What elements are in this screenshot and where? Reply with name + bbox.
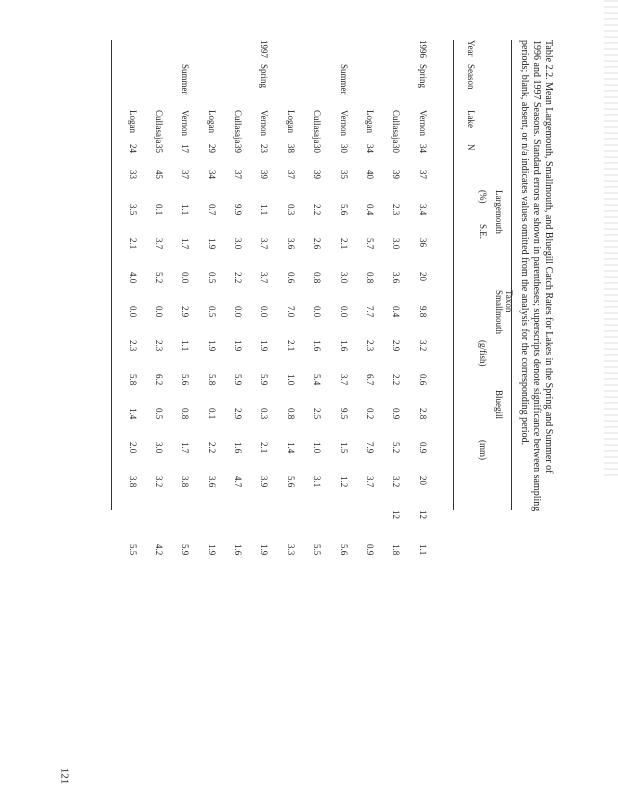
cell-value: 3.7 <box>365 476 376 488</box>
cell-n: 30 <box>338 144 349 153</box>
cell-value: 3.0 <box>391 238 402 250</box>
cell-value: 3.4 <box>417 204 428 216</box>
cell-season: Summer <box>180 64 191 95</box>
cell-value: 5.8 <box>206 374 217 386</box>
table-row <box>410 40 436 578</box>
cell-value: 0.0 <box>180 272 191 284</box>
cell-lake: Vernon <box>338 110 349 136</box>
cell-value <box>119 510 145 544</box>
cell-n: 34 <box>365 144 376 153</box>
cell-year <box>119 40 145 64</box>
cell-value: 0.9 <box>417 442 428 454</box>
cell-value: 3.2 <box>153 476 164 488</box>
header-year: Year <box>466 40 476 57</box>
cell-value: 40 <box>365 170 376 179</box>
cell-value: 0.0 <box>312 306 323 318</box>
cell-year <box>383 40 409 64</box>
cell-value: 12 <box>417 510 428 519</box>
cell-value: 2.3 <box>391 204 402 216</box>
cell-value: 0.3 <box>259 408 270 420</box>
cell-lake: Logan <box>206 110 217 133</box>
cell-year <box>357 40 383 64</box>
top-rule <box>511 40 512 510</box>
cell-season: Spring <box>417 64 428 89</box>
cell-value: 3.6 <box>206 476 217 488</box>
cell-value: 5.6 <box>285 476 296 488</box>
header-mm: (mm) <box>478 440 488 460</box>
cell-value: 39 <box>312 170 323 179</box>
cell-value: 0.9 <box>365 544 376 556</box>
cell-value: 3.5 <box>127 204 138 216</box>
header-n: N <box>466 144 476 151</box>
cell-value: 3.3 <box>285 544 296 556</box>
cell-value: 1.1 <box>259 204 270 216</box>
cell-value: 33 <box>127 170 138 179</box>
cell-value: 5.7 <box>365 238 376 250</box>
cell-value: 2.8 <box>417 408 428 420</box>
cell-n: 30 <box>312 144 323 153</box>
cell-lake: Logan <box>285 110 296 133</box>
cell-value: 5.9 <box>233 374 244 386</box>
cell-value: 1.1 <box>180 340 191 352</box>
cell-value: 2.2 <box>391 374 402 386</box>
cell-value: 2.1 <box>127 238 138 250</box>
cell-value: 0.3 <box>285 204 296 216</box>
cell-year: 1996 <box>417 40 428 58</box>
cell-value: 37 <box>233 170 244 179</box>
cell-lake: Cullasaja <box>233 110 244 144</box>
cell-value: 1.1 <box>180 204 191 216</box>
cell-value: 6.7 <box>365 374 376 386</box>
cell-season <box>357 64 383 110</box>
cell-value: 2.1 <box>259 442 270 454</box>
cell-value: 3.7 <box>153 238 164 250</box>
cell-value: 0.5 <box>153 408 164 420</box>
cell-value: 7.0 <box>285 306 296 318</box>
cell-value: 0.1 <box>153 204 164 216</box>
cell-value: 39 <box>391 170 402 179</box>
header-rule <box>453 40 454 510</box>
cell-value: 3.8 <box>180 476 191 488</box>
cell-value: 1.6 <box>233 442 244 454</box>
rotated-table-region <box>34 40 554 800</box>
cell-year <box>330 40 356 64</box>
cell-value: 1.1 <box>417 544 428 556</box>
cell-value: 5.2 <box>391 442 402 454</box>
cell-value: 5.6 <box>338 544 349 556</box>
cell-value: 3.7 <box>259 272 270 284</box>
header-pct: (%) <box>478 190 488 204</box>
cell-value: 0.4 <box>365 204 376 216</box>
cell-value: 1.8 <box>391 544 402 556</box>
cell-value: 5.6 <box>338 204 349 216</box>
cell-year: 1997 <box>259 40 270 58</box>
cell-season <box>383 64 409 110</box>
cell-value: 4.2 <box>153 544 164 556</box>
cell-year <box>278 40 304 64</box>
cell-value: 1.4 <box>127 408 138 420</box>
cell-lake: Logan <box>365 110 376 133</box>
cell-value <box>304 510 330 544</box>
header-bluegill: Bluegill <box>494 390 504 419</box>
cell-value: 0.9 <box>391 408 402 420</box>
cell-value: 0.8 <box>180 408 191 420</box>
cell-value: 0.4 <box>391 306 402 318</box>
cell-value: 2.1 <box>285 340 296 352</box>
cell-value: 0.5 <box>206 306 217 318</box>
cell-year <box>198 40 224 64</box>
cell-value <box>251 510 277 544</box>
table-caption <box>518 40 554 510</box>
cell-value: 3.7 <box>259 238 270 250</box>
cell-value: 4.0 <box>127 272 138 284</box>
caption-line: periods; blank, absent, or n/a indicates values omitted from the analysis for the corresponding period. <box>519 40 530 446</box>
cell-value <box>278 510 304 544</box>
cell-n: 34 <box>417 144 428 153</box>
cell-value: 20 <box>417 476 428 485</box>
cell-value: 3.9 <box>259 476 270 488</box>
cell-value: 5.2 <box>153 272 164 284</box>
page-number: 121 <box>58 767 71 785</box>
cell-value: 1.9 <box>206 544 217 556</box>
cell-value: 0.6 <box>285 272 296 284</box>
cell-value: 1.9 <box>259 544 270 556</box>
cell-season: Summer <box>338 64 349 95</box>
cell-value: 37 <box>180 170 191 179</box>
header-lake: Lake <box>466 110 476 128</box>
cell-value: 1.0 <box>285 374 296 386</box>
cell-value: 36 <box>417 238 428 247</box>
cell-value: 1.7 <box>180 442 191 454</box>
cell-value: 9.8 <box>417 306 428 318</box>
cell-value: 0.0 <box>338 306 349 318</box>
cell-value: 6.2 <box>153 374 164 386</box>
cell-value: 0.0 <box>127 306 138 318</box>
cell-value <box>330 510 356 544</box>
cell-n: 39 <box>233 144 244 153</box>
cell-value: 2.6 <box>312 238 323 250</box>
cell-value: 9.9 <box>233 204 244 216</box>
table-row <box>330 40 356 578</box>
cell-n: 23 <box>259 144 270 153</box>
table-row <box>304 40 330 578</box>
header-group: Taxon <box>504 290 514 313</box>
cell-value <box>198 510 224 544</box>
cell-lake: Vernon <box>417 110 428 136</box>
cell-value <box>146 510 172 544</box>
cell-value: 0.7 <box>206 204 217 216</box>
cell-value: 1.0 <box>312 442 323 454</box>
cell-value: 37 <box>417 170 428 179</box>
header-season: Season <box>466 64 476 90</box>
cell-value: 0.8 <box>285 408 296 420</box>
cell-lake: Vernon <box>259 110 270 136</box>
cell-value: 2.3 <box>153 340 164 352</box>
cell-value: 5.9 <box>259 374 270 386</box>
cell-value: 1.9 <box>259 340 270 352</box>
cell-season <box>119 64 145 110</box>
scan-edge-artifact <box>604 0 618 480</box>
cell-value: 2.1 <box>338 238 349 250</box>
cell-value: 2.3 <box>365 340 376 352</box>
cell-value <box>172 510 198 544</box>
table-row <box>198 40 224 578</box>
cell-value: 7.9 <box>365 442 376 454</box>
cell-value: 1.4 <box>285 442 296 454</box>
cell-value: 1.9 <box>206 238 217 250</box>
cell-value: 5.4 <box>312 374 323 386</box>
cell-value: 1.6 <box>233 544 244 556</box>
cell-value: 0.8 <box>365 272 376 284</box>
header-smallmouth: Smallmouth <box>494 290 504 335</box>
table-row <box>251 40 277 578</box>
cell-value: 12 <box>391 510 402 519</box>
cell-value: 0.0 <box>233 306 244 318</box>
cell-value: 1.7 <box>180 238 191 250</box>
cell-value: 2.0 <box>127 442 138 454</box>
table-row <box>278 40 304 578</box>
cell-value: 2.2 <box>206 442 217 454</box>
cell-value: 3.6 <box>391 272 402 284</box>
header-se: S.E. <box>478 224 488 240</box>
cell-value: 1.6 <box>312 340 323 352</box>
cell-value: 1.5 <box>338 442 349 454</box>
cell-season <box>146 64 172 110</box>
cell-value: 1.9 <box>233 340 244 352</box>
cell-value: 3.7 <box>338 374 349 386</box>
cell-value: 1.9 <box>206 340 217 352</box>
cell-value: 3.1 <box>312 476 323 488</box>
cell-season <box>278 64 304 110</box>
cell-value: 1.6 <box>338 340 349 352</box>
table-row <box>146 40 172 578</box>
cell-value <box>357 510 383 544</box>
caption-line: 1996 and 1997 Seasons. Standard errors are shown in parentheses; superscripts denote significance between sampling <box>531 40 542 512</box>
table-row <box>357 40 383 578</box>
cell-value: 2.2 <box>233 272 244 284</box>
cell-value: 3.0 <box>338 272 349 284</box>
cell-value: 0.0 <box>259 306 270 318</box>
cell-value: 45 <box>153 170 164 179</box>
cell-value: 20 <box>417 272 428 281</box>
cell-value: 35 <box>338 170 349 179</box>
cell-year <box>146 40 172 64</box>
cell-n: 17 <box>180 144 191 153</box>
table-row <box>119 40 145 578</box>
cell-lake: Cullasaja <box>391 110 402 144</box>
cell-value: 9.5 <box>338 408 349 420</box>
cell-n: 38 <box>285 144 296 153</box>
cell-value: 0.6 <box>417 374 428 386</box>
cell-year <box>304 40 330 64</box>
cell-value: 2.2 <box>312 204 323 216</box>
cell-value: 2.9 <box>233 408 244 420</box>
cell-value: 5.6 <box>180 374 191 386</box>
cell-n: 29 <box>206 144 217 153</box>
cell-value: 3.6 <box>285 238 296 250</box>
data-table <box>119 40 436 578</box>
cell-value: 0.1 <box>206 408 217 420</box>
cell-value: 0.2 <box>365 408 376 420</box>
header-largemouth: Largemouth <box>494 190 504 234</box>
cell-value <box>225 510 251 544</box>
cell-value: 2.5 <box>312 408 323 420</box>
cell-value: 39 <box>259 170 270 179</box>
cell-value: 4.7 <box>233 476 244 488</box>
caption-line: Table 2.2. Mean Largemouth, Smallmouth, and Bluegill Catch Rates for Lakes in the Spring and Summer of <box>543 40 554 474</box>
cell-value: 7.7 <box>365 306 376 318</box>
cell-year <box>225 40 251 64</box>
cell-value: 2.3 <box>127 340 138 352</box>
cell-value: 2.9 <box>180 306 191 318</box>
cell-lake: Vernon <box>180 110 191 136</box>
table-row <box>383 40 409 578</box>
cell-season <box>225 64 251 110</box>
cell-value: 3.2 <box>391 476 402 488</box>
cell-value: 34 <box>206 170 217 179</box>
bottom-rule <box>111 40 112 510</box>
cell-value: 0.5 <box>206 272 217 284</box>
cell-value: 3.2 <box>417 340 428 352</box>
cell-value: 5.9 <box>180 544 191 556</box>
table-row <box>172 40 198 578</box>
header-gfish: (g/fish) <box>478 340 488 367</box>
cell-value: 0.0 <box>153 306 164 318</box>
cell-n: 35 <box>153 144 164 153</box>
cell-n: 30 <box>391 144 402 153</box>
cell-value: 2.9 <box>391 340 402 352</box>
cell-n: 24 <box>127 144 138 153</box>
cell-value: 5.8 <box>127 374 138 386</box>
cell-lake: Cullasaja <box>153 110 164 144</box>
cell-lake: Logan <box>127 110 138 133</box>
cell-year <box>172 40 198 64</box>
cell-season <box>304 64 330 110</box>
table-row <box>225 40 251 578</box>
cell-value: 3.0 <box>153 442 164 454</box>
cell-value: 3.0 <box>233 238 244 250</box>
cell-lake: Cullasaja <box>312 110 323 144</box>
cell-value: 1.2 <box>338 476 349 488</box>
cell-value: 37 <box>285 170 296 179</box>
cell-season <box>198 64 224 110</box>
cell-season: Spring <box>259 64 270 89</box>
cell-value: 3.8 <box>127 476 138 488</box>
cell-value: 5.5 <box>127 544 138 556</box>
cell-value: 0.8 <box>312 272 323 284</box>
cell-value: 5.5 <box>312 544 323 556</box>
